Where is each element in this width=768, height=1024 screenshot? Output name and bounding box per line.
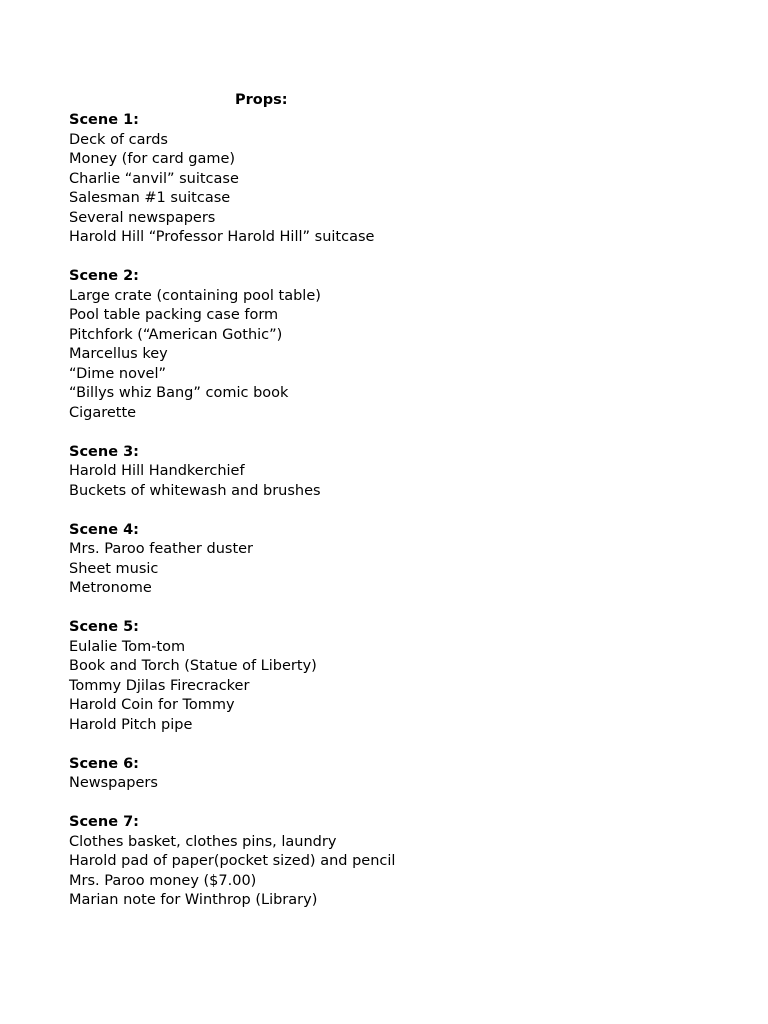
- prop-item: Harold Coin for Tommy: [69, 697, 235, 713]
- prop-list: [69, 131, 729, 248]
- prop-item: Book and Torch (Statue of Liberty): [69, 658, 317, 674]
- prop-item: Sheet music: [69, 560, 159, 577]
- prop-item: Salesman #1 suitcase: [69, 190, 231, 206]
- scene-section-1: [69, 111, 729, 248]
- prop-item: Mrs. Paroo money ($7.00): [69, 872, 257, 889]
- prop-item: Marcellus key: [69, 346, 168, 362]
- scene-section-7: [69, 813, 729, 911]
- prop-item: Newspapers: [69, 775, 158, 791]
- prop-item: Harold pad of paper(pocket sized) and pencil: [69, 853, 396, 869]
- scene-heading: Scene 3:: [69, 443, 139, 460]
- prop-item: Large crate (containing pool table): [69, 287, 321, 304]
- prop-item: Buckets of whitewash and brushes: [69, 482, 321, 499]
- prop-item: Clothes basket, clothes pins, laundry: [69, 833, 337, 850]
- prop-list: [69, 774, 729, 794]
- prop-item: Metronome: [69, 580, 152, 596]
- prop-item: Harold Hill Handkerchief: [69, 463, 245, 479]
- scene-heading: Scene 5:: [69, 619, 139, 635]
- prop-item: Mrs. Paroo feather duster: [69, 541, 254, 557]
- props-list: [69, 111, 729, 930]
- scene-heading: Scene 6:: [69, 755, 139, 772]
- prop-item: Deck of cards: [69, 131, 168, 148]
- scene-section-2: [69, 267, 729, 423]
- prop-list: [69, 540, 729, 599]
- prop-item: “Dime novel”: [69, 365, 167, 382]
- prop-item: Charlie “anvil” suitcase: [69, 170, 239, 187]
- prop-list: [69, 638, 729, 736]
- prop-list: [69, 287, 729, 424]
- prop-item: “Billys whiz Bang” comic book: [69, 385, 289, 401]
- scene-heading: Scene 4:: [69, 521, 139, 538]
- scene-section-3: [69, 443, 729, 502]
- prop-item: Harold Hill “Professor Harold Hill” suitcase: [69, 229, 375, 245]
- scene-section-4: [69, 521, 729, 599]
- prop-list: [69, 833, 729, 911]
- scene-heading: Scene 2:: [69, 268, 139, 284]
- scene-heading: Scene 1:: [69, 112, 139, 128]
- prop-item: Money (for card game): [69, 151, 236, 167]
- prop-item: Eulalie Tom-tom: [69, 638, 186, 655]
- prop-item: Pool table packing case form: [69, 307, 279, 323]
- scene-section-6: [69, 755, 729, 794]
- prop-list: [69, 462, 729, 501]
- prop-item: Pitchfork (“American Gothic”): [69, 326, 283, 343]
- scene-heading: Scene 7:: [69, 814, 139, 830]
- prop-item: Several newspapers: [69, 209, 216, 226]
- scene-section-5: [69, 618, 729, 735]
- prop-item: Marian note for Winthrop (Library): [69, 892, 318, 908]
- page-title: Props:: [235, 92, 288, 108]
- prop-item: Cigarette: [69, 404, 137, 421]
- prop-item: Harold Pitch pipe: [69, 716, 193, 733]
- prop-item: Tommy Djilas Firecracker: [69, 677, 250, 694]
